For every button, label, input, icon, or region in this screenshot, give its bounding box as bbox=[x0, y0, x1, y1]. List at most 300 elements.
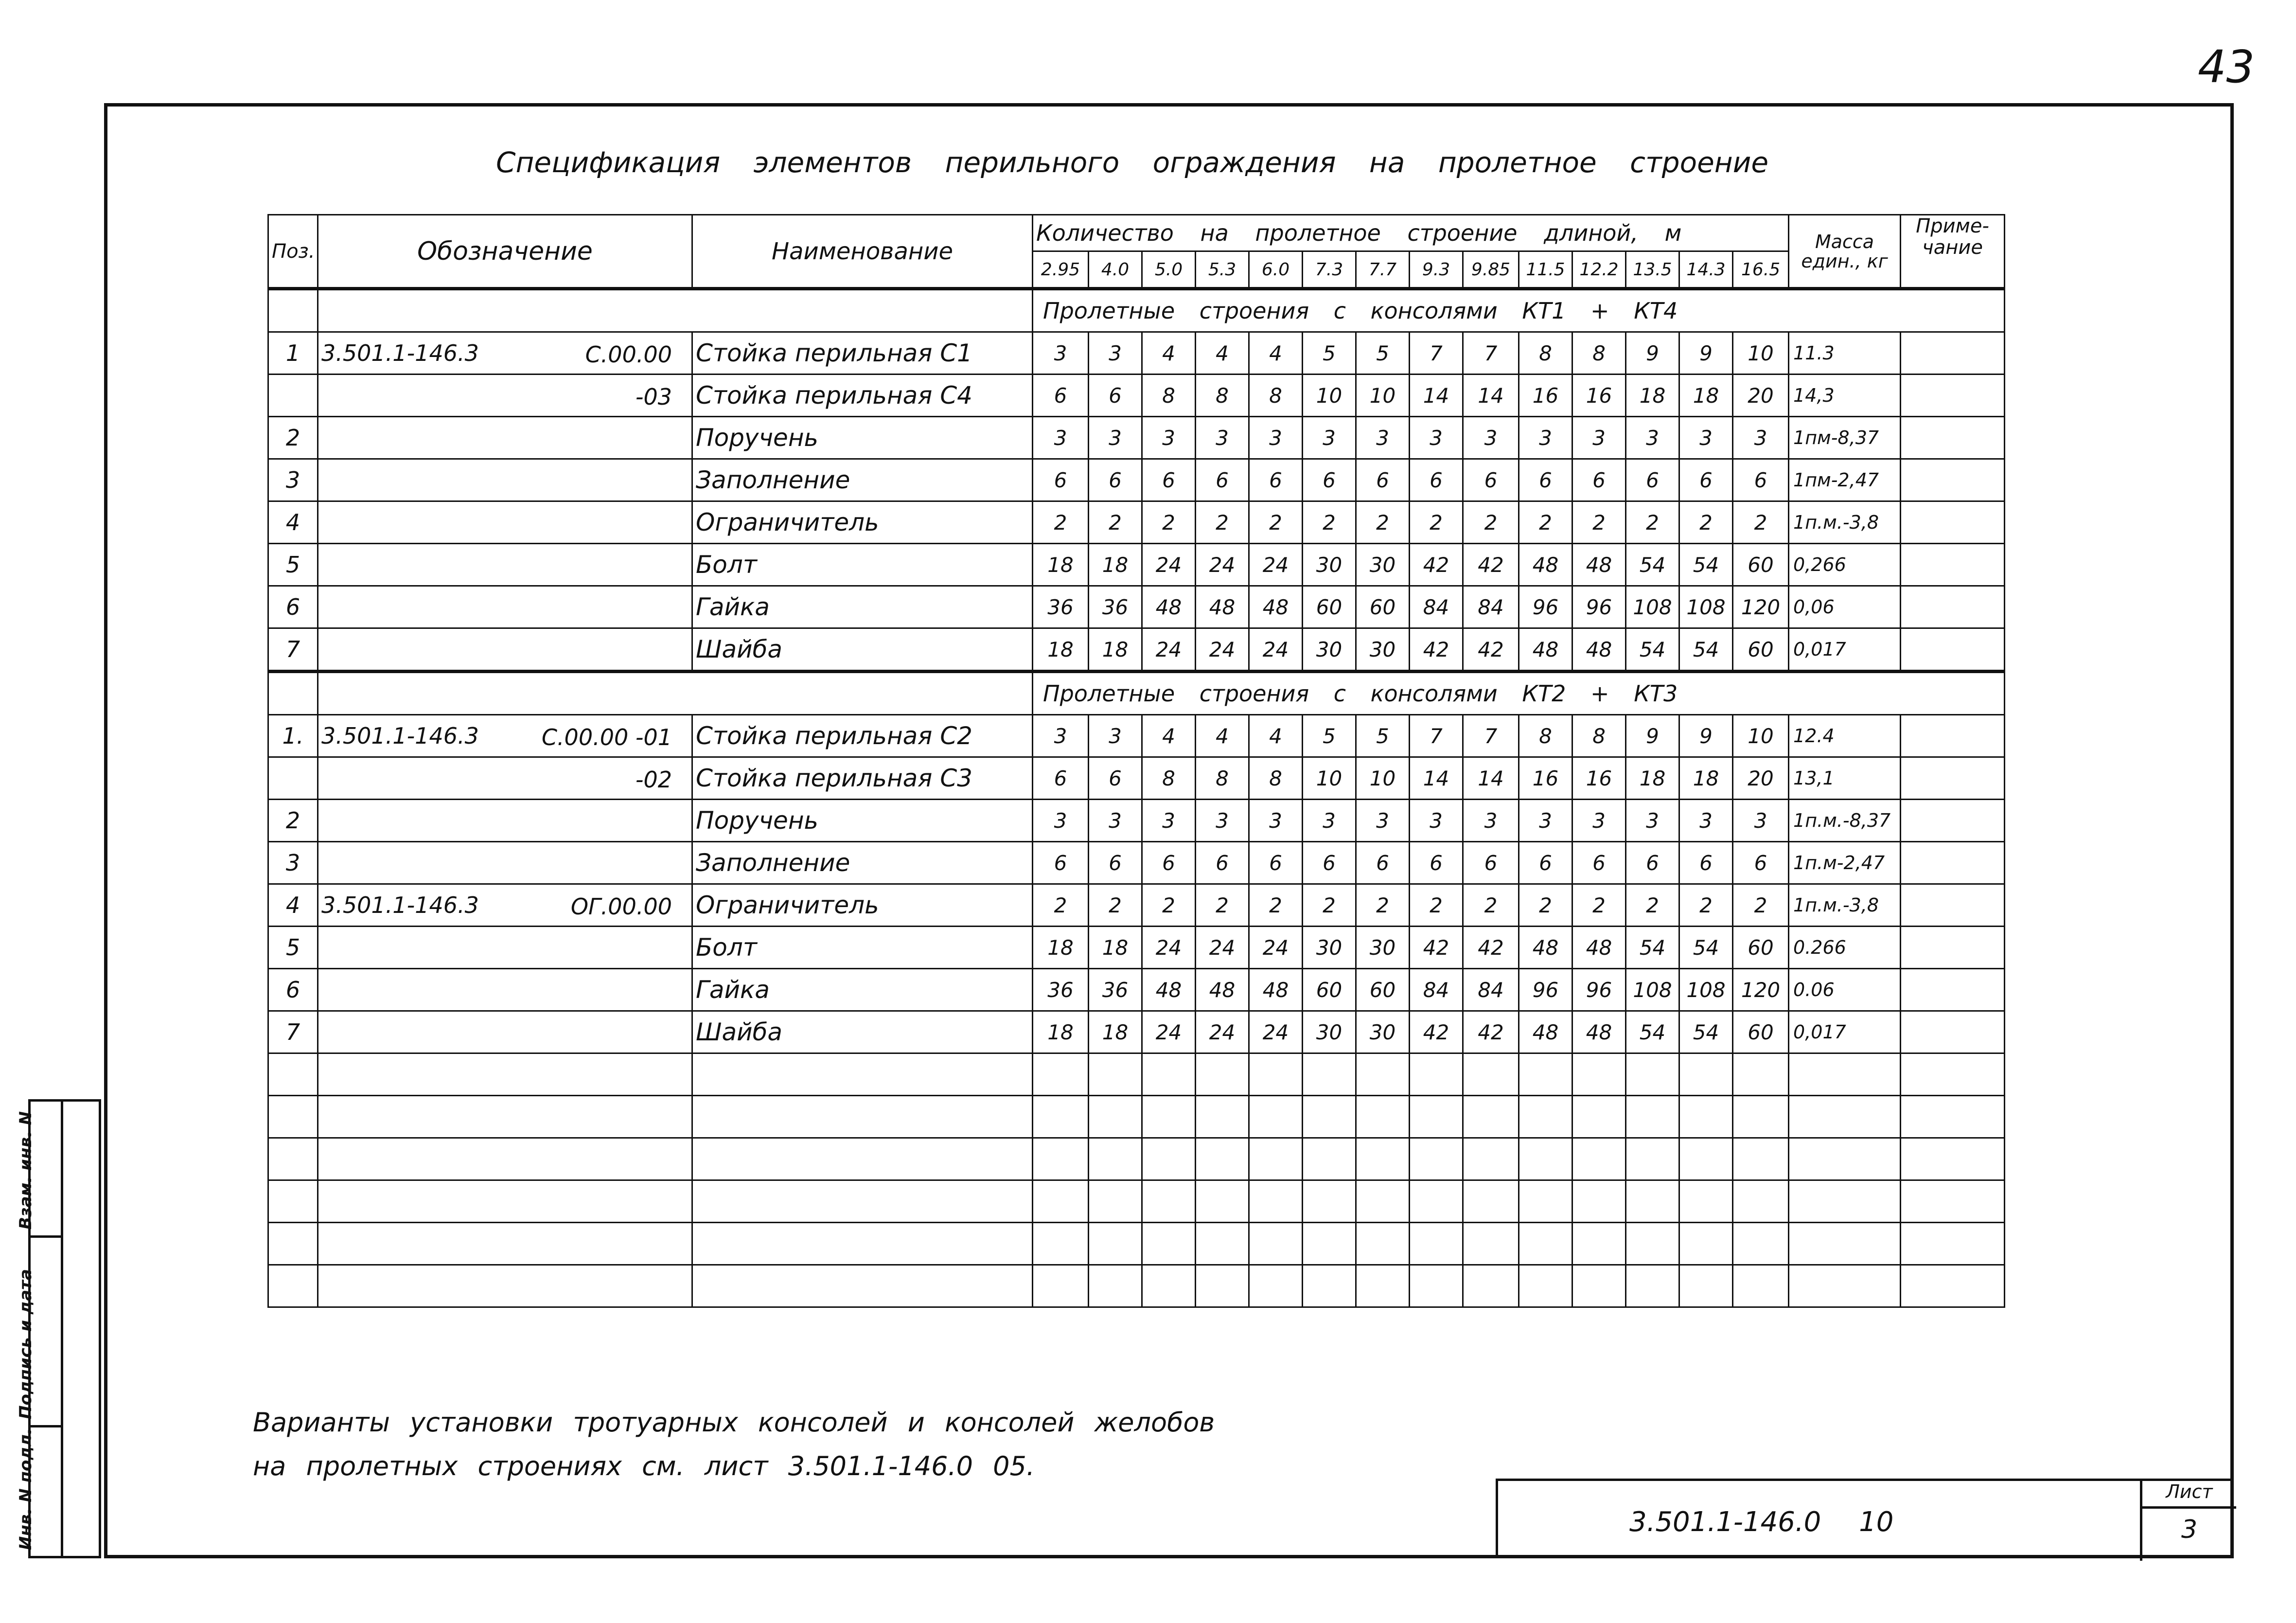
quantity-cell: 6 bbox=[1249, 459, 1303, 501]
row-name: Стойка перильная С4 bbox=[692, 375, 1033, 417]
quantity-cell: 6 bbox=[1033, 757, 1089, 800]
empty-cell bbox=[692, 1138, 1033, 1180]
quantity-cell: 6 bbox=[1089, 459, 1142, 501]
quantity-cell: 18 bbox=[1089, 544, 1142, 586]
quantity-cell: 2 bbox=[1033, 884, 1089, 927]
empty-cell bbox=[1901, 1053, 2005, 1096]
empty-cell bbox=[318, 1265, 692, 1307]
quantity-cell: 2 bbox=[1519, 501, 1572, 544]
quantity-cell: 3 bbox=[1196, 417, 1249, 459]
quantity-cell: 48 bbox=[1572, 544, 1626, 586]
quantity-cell: 8 bbox=[1249, 757, 1303, 800]
quantity-cell: 24 bbox=[1196, 927, 1249, 969]
row-designation bbox=[318, 969, 692, 1011]
row-designation bbox=[318, 800, 692, 842]
empty-cell bbox=[1733, 1096, 1789, 1138]
mass-cell: 1пм-2,47 bbox=[1789, 459, 1901, 501]
quantity-cell: 2 bbox=[1089, 884, 1142, 927]
quantity-cell: 3 bbox=[1356, 800, 1410, 842]
quantity-cell: 8 bbox=[1572, 715, 1626, 757]
quantity-cell: 96 bbox=[1572, 586, 1626, 628]
empty-cell bbox=[268, 1180, 318, 1223]
quantity-cell: 2 bbox=[1626, 884, 1679, 927]
quantity-cell: 6 bbox=[1033, 459, 1089, 501]
note-cell bbox=[1901, 628, 2005, 672]
side-replace: Взам. инв. N bbox=[16, 1111, 35, 1230]
quantity-cell: 3 bbox=[1572, 800, 1626, 842]
row-name: Стойка перильная С2 bbox=[692, 715, 1033, 757]
table-row bbox=[268, 927, 2005, 969]
quantity-cell: 16 bbox=[1572, 375, 1626, 417]
empty-cell bbox=[1626, 1265, 1679, 1307]
quantity-cell: 6 bbox=[1463, 842, 1519, 884]
empty-cell bbox=[1410, 1223, 1463, 1265]
empty-cell bbox=[268, 1138, 318, 1180]
mass-cell: 0,017 bbox=[1789, 1011, 1901, 1053]
quantity-cell: 42 bbox=[1410, 628, 1463, 672]
quantity-cell: 3 bbox=[1033, 800, 1089, 842]
quantity-cell: 8 bbox=[1142, 375, 1196, 417]
quantity-cell: 24 bbox=[1249, 1011, 1303, 1053]
quantity-cell: 30 bbox=[1356, 628, 1410, 672]
empty-cell bbox=[1679, 1138, 1733, 1180]
empty-cell bbox=[1463, 1053, 1519, 1096]
quantity-cell: 42 bbox=[1463, 1011, 1519, 1053]
quantity-cell: 48 bbox=[1519, 927, 1572, 969]
row-designation bbox=[318, 884, 692, 927]
quantity-cell: 3 bbox=[1196, 800, 1249, 842]
quantity-cell: 60 bbox=[1733, 544, 1789, 586]
quantity-cell: 3 bbox=[1410, 800, 1463, 842]
empty-cell bbox=[1089, 1265, 1142, 1307]
quantity-cell: 2 bbox=[1356, 884, 1410, 927]
empty-cell bbox=[1249, 1053, 1303, 1096]
empty-cell bbox=[1901, 1223, 2005, 1265]
designation-number: 3.501.1-146.3 bbox=[321, 723, 479, 749]
quantity-cell: 24 bbox=[1196, 1011, 1249, 1053]
row-designation bbox=[318, 544, 692, 586]
quantity-cell: 7 bbox=[1410, 715, 1463, 757]
quantity-cell: 6 bbox=[1033, 375, 1089, 417]
empty-cell bbox=[318, 1180, 692, 1223]
empty-cell bbox=[1519, 1223, 1572, 1265]
quantity-cell: 4 bbox=[1142, 332, 1196, 375]
empty-cell bbox=[1901, 1096, 2005, 1138]
quantity-cell: 4 bbox=[1196, 715, 1249, 757]
row-name: Стойка перильная С1 bbox=[692, 332, 1033, 375]
group-spacer bbox=[268, 672, 318, 715]
quantity-cell: 4 bbox=[1249, 332, 1303, 375]
quantity-cell: 3 bbox=[1733, 417, 1789, 459]
quantity-cell: 3 bbox=[1679, 417, 1733, 459]
quantity-cell: 4 bbox=[1196, 332, 1249, 375]
quantity-cell: 9 bbox=[1626, 715, 1679, 757]
row-name: Поручень bbox=[692, 417, 1033, 459]
row-pos: 7 bbox=[268, 1011, 318, 1053]
quantity-cell: 48 bbox=[1519, 544, 1572, 586]
table-row bbox=[268, 969, 2005, 1011]
quantity-cell: 3 bbox=[1463, 417, 1519, 459]
empty-cell bbox=[1033, 1053, 1089, 1096]
quantity-cell: 6 bbox=[1463, 459, 1519, 501]
empty-cell bbox=[268, 1223, 318, 1265]
empty-cell bbox=[1142, 1265, 1196, 1307]
quantity-cell: 48 bbox=[1142, 586, 1196, 628]
empty-cell bbox=[268, 1053, 318, 1096]
quantity-cell: 54 bbox=[1626, 544, 1679, 586]
empty-cell bbox=[318, 1138, 692, 1180]
quantity-cell: 48 bbox=[1519, 628, 1572, 672]
side-inv-cell bbox=[16, 1427, 61, 1556]
empty-cell bbox=[1033, 1223, 1089, 1265]
empty-cell bbox=[1356, 1180, 1410, 1223]
quantity-cell: 2 bbox=[1733, 884, 1789, 927]
note-cell bbox=[1901, 544, 2005, 586]
quantity-cell: 6 bbox=[1572, 842, 1626, 884]
quantity-cell: 60 bbox=[1303, 586, 1356, 628]
group-title: Пролетные строения с консолями КТ2 + КТ3 bbox=[1033, 672, 2005, 715]
row-pos: 6 bbox=[268, 586, 318, 628]
quantity-cell: 8 bbox=[1142, 757, 1196, 800]
quantity-cell: 48 bbox=[1572, 1011, 1626, 1053]
empty-cell bbox=[1572, 1180, 1626, 1223]
note-cell bbox=[1901, 800, 2005, 842]
quantity-cell: 108 bbox=[1679, 969, 1733, 1011]
quantity-cell: 60 bbox=[1356, 969, 1410, 1011]
empty-cell bbox=[1089, 1180, 1142, 1223]
group-spacer bbox=[268, 289, 318, 332]
mass-cell: 1п.м.-8,37 bbox=[1789, 800, 1901, 842]
table-row bbox=[268, 757, 2005, 800]
empty-cell bbox=[318, 1096, 692, 1138]
quantity-cell: 48 bbox=[1196, 586, 1249, 628]
empty-cell bbox=[1356, 1053, 1410, 1096]
empty-cell bbox=[1901, 1180, 2005, 1223]
side-sign: Подпись и дата bbox=[16, 1269, 35, 1419]
empty-cell bbox=[1626, 1138, 1679, 1180]
quantity-cell: 16 bbox=[1519, 757, 1572, 800]
quantity-cell: 10 bbox=[1733, 715, 1789, 757]
quantity-cell: 3 bbox=[1733, 800, 1789, 842]
quantity-cell: 18 bbox=[1626, 375, 1679, 417]
quantity-cell: 96 bbox=[1519, 586, 1572, 628]
quantity-cell: 2 bbox=[1303, 884, 1356, 927]
table-row bbox=[268, 375, 2005, 417]
empty-cell bbox=[1196, 1096, 1249, 1138]
quantity-cell: 24 bbox=[1142, 544, 1196, 586]
empty-cell bbox=[1901, 1138, 2005, 1180]
quantity-cell: 6 bbox=[1142, 842, 1196, 884]
empty-cell bbox=[1356, 1096, 1410, 1138]
empty-cell bbox=[1249, 1180, 1303, 1223]
quantity-cell: 48 bbox=[1519, 1011, 1572, 1053]
quantity-cell: 4 bbox=[1249, 715, 1303, 757]
quantity-cell: 18 bbox=[1033, 927, 1089, 969]
row-name: Заполнение bbox=[692, 459, 1033, 501]
quantity-cell: 4 bbox=[1142, 715, 1196, 757]
note-cell bbox=[1901, 927, 2005, 969]
table-row bbox=[268, 459, 2005, 501]
quantity-cell: 2 bbox=[1733, 501, 1789, 544]
row-pos bbox=[268, 757, 318, 800]
note-cell bbox=[1901, 715, 2005, 757]
header-quantity: Количество на пролетное строение длиной, м bbox=[1033, 215, 1789, 251]
row-name: Заполнение bbox=[692, 842, 1033, 884]
empty-cell bbox=[1303, 1096, 1356, 1138]
empty-cell bbox=[1572, 1138, 1626, 1180]
empty-cell bbox=[1303, 1265, 1356, 1307]
quantity-cell: 2 bbox=[1033, 501, 1089, 544]
empty-cell bbox=[1679, 1180, 1733, 1223]
empty-cell bbox=[1249, 1223, 1303, 1265]
quantity-cell: 3 bbox=[1679, 800, 1733, 842]
empty-cell bbox=[1626, 1223, 1679, 1265]
quantity-cell: 2 bbox=[1089, 501, 1142, 544]
mass-cell: 11.3 bbox=[1789, 332, 1901, 375]
quantity-cell: 48 bbox=[1142, 969, 1196, 1011]
quantity-cell: 2 bbox=[1410, 501, 1463, 544]
quantity-cell: 48 bbox=[1249, 969, 1303, 1011]
quantity-cell: 2 bbox=[1196, 501, 1249, 544]
row-designation bbox=[318, 332, 692, 375]
empty-cell bbox=[1196, 1138, 1249, 1180]
length-header: 16.5 bbox=[1733, 251, 1789, 289]
quantity-cell: 108 bbox=[1626, 969, 1679, 1011]
quantity-cell: 5 bbox=[1356, 332, 1410, 375]
quantity-cell: 9 bbox=[1626, 332, 1679, 375]
quantity-cell: 24 bbox=[1142, 628, 1196, 672]
quantity-cell: 5 bbox=[1356, 715, 1410, 757]
page-title: Спецификация элементов перильного ограждения на пролетное строение bbox=[496, 146, 1769, 179]
empty-cell bbox=[1356, 1223, 1410, 1265]
table-row bbox=[268, 544, 2005, 586]
row-name: Поручень bbox=[692, 800, 1033, 842]
note-cell bbox=[1901, 459, 2005, 501]
length-header: 9.3 bbox=[1410, 251, 1463, 289]
empty-cell bbox=[1572, 1265, 1626, 1307]
quantity-cell: 6 bbox=[1410, 459, 1463, 501]
mass-cell: 1п.м.-3,8 bbox=[1789, 501, 1901, 544]
note-cell bbox=[1901, 1011, 2005, 1053]
empty-row bbox=[268, 1180, 2005, 1223]
note-cell bbox=[1901, 332, 2005, 375]
row-designation bbox=[318, 375, 692, 417]
quantity-cell: 2 bbox=[1303, 501, 1356, 544]
quantity-cell: 36 bbox=[1089, 969, 1142, 1011]
group-title-row bbox=[268, 672, 2005, 715]
row-pos: 4 bbox=[268, 884, 318, 927]
empty-cell bbox=[318, 1053, 692, 1096]
mass-cell: 0,06 bbox=[1789, 586, 1901, 628]
quantity-cell: 20 bbox=[1733, 757, 1789, 800]
empty-cell bbox=[1196, 1223, 1249, 1265]
row-name: Болт bbox=[692, 544, 1033, 586]
header-designation: Обозначение bbox=[318, 215, 692, 289]
quantity-cell: 6 bbox=[1626, 459, 1679, 501]
quantity-cell: 42 bbox=[1410, 544, 1463, 586]
empty-cell bbox=[1142, 1053, 1196, 1096]
title-block bbox=[1496, 1479, 2234, 1558]
quantity-cell: 36 bbox=[1033, 969, 1089, 1011]
empty-cell bbox=[692, 1053, 1033, 1096]
designation-code: -03 bbox=[635, 384, 672, 410]
quantity-cell: 6 bbox=[1089, 757, 1142, 800]
note-cell bbox=[1901, 417, 2005, 459]
quantity-cell: 20 bbox=[1733, 375, 1789, 417]
quantity-cell: 3 bbox=[1519, 417, 1572, 459]
side-sign-cell bbox=[16, 1238, 61, 1427]
quantity-cell: 8 bbox=[1196, 375, 1249, 417]
quantity-cell: 6 bbox=[1410, 842, 1463, 884]
quantity-cell: 120 bbox=[1733, 586, 1789, 628]
designation-number: 3.501.1-146.3 bbox=[321, 892, 479, 918]
quantity-cell: 18 bbox=[1089, 628, 1142, 672]
row-pos: 7 bbox=[268, 628, 318, 672]
mass-cell: 0.266 bbox=[1789, 927, 1901, 969]
quantity-cell: 6 bbox=[1249, 842, 1303, 884]
mass-cell: 1пм-8,37 bbox=[1789, 417, 1901, 459]
row-designation bbox=[318, 1011, 692, 1053]
empty-cell bbox=[1463, 1138, 1519, 1180]
mass-cell: 13,1 bbox=[1789, 757, 1901, 800]
empty-cell bbox=[1033, 1138, 1089, 1180]
quantity-cell: 42 bbox=[1463, 544, 1519, 586]
quantity-cell: 6 bbox=[1572, 459, 1626, 501]
quantity-cell: 6 bbox=[1356, 459, 1410, 501]
empty-cell bbox=[1463, 1223, 1519, 1265]
quantity-cell: 18 bbox=[1033, 628, 1089, 672]
mass-cell: 1п.м.-3,8 bbox=[1789, 884, 1901, 927]
empty-cell bbox=[1303, 1053, 1356, 1096]
quantity-cell: 7 bbox=[1410, 332, 1463, 375]
row-name: Гайка bbox=[692, 586, 1033, 628]
quantity-cell: 9 bbox=[1679, 715, 1733, 757]
empty-cell bbox=[1626, 1096, 1679, 1138]
quantity-cell: 14 bbox=[1463, 757, 1519, 800]
quantity-cell: 3 bbox=[1249, 800, 1303, 842]
group-title: Пролетные строения с консолями КТ1 + КТ4 bbox=[1033, 289, 2005, 332]
mass-cell: 1п.м-2,47 bbox=[1789, 842, 1901, 884]
row-name: Стойка перильная С3 bbox=[692, 757, 1033, 800]
quantity-cell: 30 bbox=[1356, 927, 1410, 969]
quantity-cell: 6 bbox=[1196, 842, 1249, 884]
quantity-cell: 2 bbox=[1626, 501, 1679, 544]
side-inv: Инв. N подл. bbox=[16, 1428, 35, 1550]
quantity-cell: 6 bbox=[1356, 842, 1410, 884]
quantity-cell: 54 bbox=[1679, 1011, 1733, 1053]
mass-cell: 0.06 bbox=[1789, 969, 1901, 1011]
empty-cell bbox=[1679, 1096, 1733, 1138]
mass-cell: 12.4 bbox=[1789, 715, 1901, 757]
quantity-cell: 14 bbox=[1410, 757, 1463, 800]
table-row bbox=[268, 501, 2005, 544]
empty-cell bbox=[1303, 1180, 1356, 1223]
length-header: 11.5 bbox=[1519, 251, 1572, 289]
quantity-cell: 3 bbox=[1303, 417, 1356, 459]
quantity-cell: 8 bbox=[1196, 757, 1249, 800]
note-cell bbox=[1901, 375, 2005, 417]
row-designation bbox=[318, 927, 692, 969]
empty-cell bbox=[1142, 1138, 1196, 1180]
row-designation bbox=[318, 842, 692, 884]
empty-cell bbox=[1196, 1180, 1249, 1223]
quantity-cell: 3 bbox=[1463, 800, 1519, 842]
mass-cell: 0,017 bbox=[1789, 628, 1901, 672]
quantity-cell: 6 bbox=[1303, 459, 1356, 501]
quantity-cell: 3 bbox=[1089, 417, 1142, 459]
empty-cell bbox=[1679, 1223, 1733, 1265]
quantity-cell: 6 bbox=[1733, 842, 1789, 884]
quantity-cell: 8 bbox=[1572, 332, 1626, 375]
quantity-cell: 10 bbox=[1303, 375, 1356, 417]
quantity-cell: 3 bbox=[1033, 417, 1089, 459]
quantity-cell: 24 bbox=[1196, 628, 1249, 672]
empty-row bbox=[268, 1096, 2005, 1138]
quantity-cell: 10 bbox=[1303, 757, 1356, 800]
empty-cell bbox=[692, 1096, 1033, 1138]
quantity-cell: 2 bbox=[1519, 884, 1572, 927]
quantity-cell: 30 bbox=[1303, 544, 1356, 586]
empty-row bbox=[268, 1265, 2005, 1307]
empty-cell bbox=[1626, 1180, 1679, 1223]
table-row bbox=[268, 417, 2005, 459]
table-row bbox=[268, 586, 2005, 628]
length-header: 2.95 bbox=[1033, 251, 1089, 289]
quantity-cell: 3 bbox=[1142, 417, 1196, 459]
header-name: Наименование bbox=[692, 215, 1033, 289]
empty-cell bbox=[1789, 1265, 1901, 1307]
quantity-cell: 60 bbox=[1733, 628, 1789, 672]
quantity-cell: 3 bbox=[1142, 800, 1196, 842]
quantity-cell: 60 bbox=[1356, 586, 1410, 628]
quantity-cell: 84 bbox=[1410, 586, 1463, 628]
quantity-cell: 2 bbox=[1679, 501, 1733, 544]
header-note: Приме- чание bbox=[1901, 215, 2005, 289]
empty-cell bbox=[1519, 1053, 1572, 1096]
length-header: 6.0 bbox=[1249, 251, 1303, 289]
empty-cell bbox=[692, 1265, 1033, 1307]
quantity-cell: 42 bbox=[1410, 927, 1463, 969]
quantity-cell: 6 bbox=[1089, 375, 1142, 417]
designation-code: С.00.00 -01 bbox=[541, 724, 672, 750]
footnote bbox=[253, 1401, 1215, 1488]
row-pos: 2 bbox=[268, 417, 318, 459]
quantity-cell: 2 bbox=[1356, 501, 1410, 544]
table-row bbox=[268, 842, 2005, 884]
empty-cell bbox=[1142, 1096, 1196, 1138]
side-stamp bbox=[16, 1099, 101, 1558]
row-pos: 1 bbox=[268, 332, 318, 375]
empty-cell bbox=[1033, 1265, 1089, 1307]
quantity-cell: 6 bbox=[1089, 842, 1142, 884]
empty-cell bbox=[1679, 1265, 1733, 1307]
quantity-cell: 18 bbox=[1679, 375, 1733, 417]
empty-cell bbox=[692, 1180, 1033, 1223]
quantity-cell: 108 bbox=[1679, 586, 1733, 628]
length-header: 5.3 bbox=[1196, 251, 1249, 289]
quantity-cell: 54 bbox=[1626, 628, 1679, 672]
quantity-cell: 6 bbox=[1519, 842, 1572, 884]
note-cell bbox=[1901, 586, 2005, 628]
empty-cell bbox=[1572, 1223, 1626, 1265]
table-row bbox=[268, 628, 2005, 672]
empty-cell bbox=[1901, 1265, 2005, 1307]
empty-cell bbox=[1733, 1265, 1789, 1307]
quantity-cell: 54 bbox=[1679, 544, 1733, 586]
empty-cell bbox=[1519, 1180, 1572, 1223]
quantity-cell: 7 bbox=[1463, 332, 1519, 375]
header-mass: Масса един., кг bbox=[1789, 215, 1901, 289]
